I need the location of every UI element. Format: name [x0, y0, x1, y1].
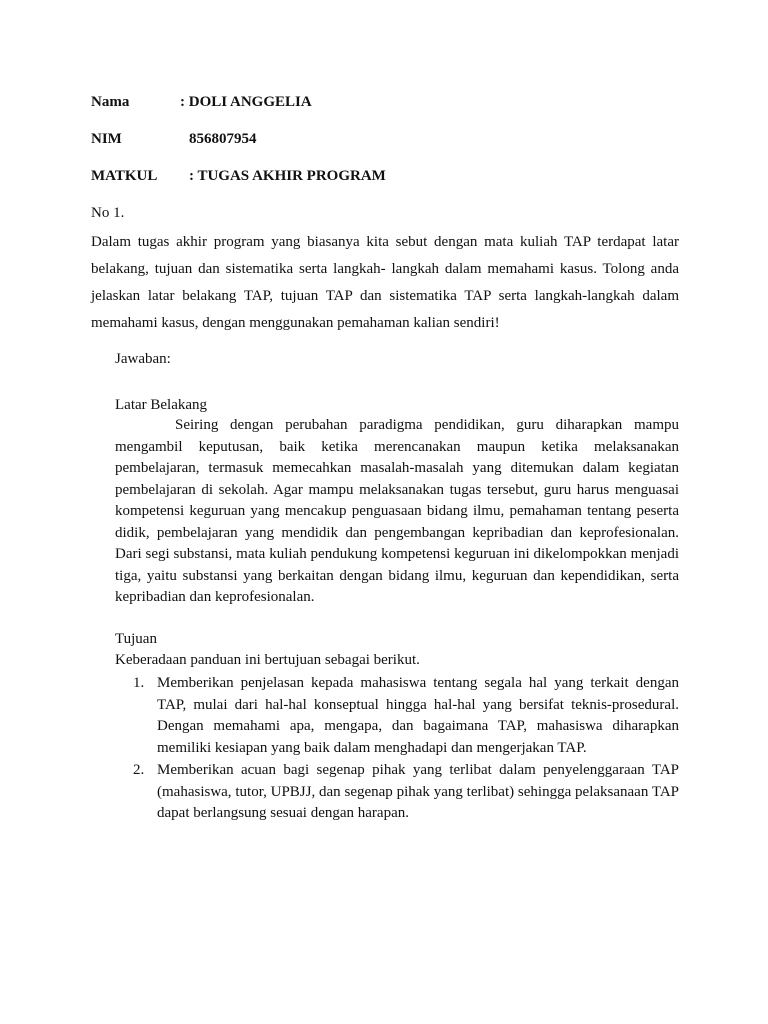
- list-item: [133, 673, 679, 760]
- list-item-text: Memberikan acuan bagi segenap pihak yang terlibat dalam penyelenggaraan TAP (mahasiswa, tutor, UPBJJ, dan segenap pihak yang terlibat) sehingga pelaksanaan TAP dapat berlangsung sesuai dengan harapan.: [157, 761, 679, 822]
- nama-label: Nama: [91, 94, 130, 110]
- answer-label: Jawaban:: [115, 351, 171, 367]
- list-item-number: 2.: [133, 761, 145, 778]
- list-item-text: Memberikan penjelasan kepada mahasiswa tentang segala hal yang terkait dengan TAP, mulai dari hal-hal konseptual hingga hal-hal yang bersifat teknis-prosedural. Dengan memahami apa, mengapa, dan bagaimana TAP, mahasiswa diharapkan memiliki kesiapan yang baik dalam menghadapi dan mengerjakan TAP.: [157, 675, 679, 757]
- list-item-number: 1.: [133, 675, 145, 691]
- nim-value: 856807954: [189, 131, 257, 147]
- latar-belakang-title: Latar Belakang: [115, 397, 208, 413]
- latar-belakang-paragraph: Seiring dengan perubahan paradigma pendidikan, guru diharapkan mampu mengambil keputusan, baik ketika merencanakan maupun ketika melaksanakan pembelajaran, termasuk memecahkan masalah-masalah yang ditemukan dalam kegiatan pembelajaran di sekolah. Agar mampu melaksanakan tugas tersebut, guru harus menguasai kompetensi keguruan yang mencakup penguasaan bidang ilmu, pemahaman tentang peserta didik, pembelajaran yang mendidik dan pengembangan kepribadian dan keprofesionalan. Dari segi substansi, mata kuliah pendukung kompetensi keguruan ini dikelompokkan menjadi tiga, yaitu substansi yang berkaitan dengan bidang ilmu, keguruan dan kependidikan, serta kepribadian dan keprofesionalan.: [115, 417, 679, 605]
- tujuan-intro: Keberadaan panduan ini bertujuan sebagai berikut.: [115, 652, 420, 668]
- matkul-value: : TUGAS AKHIR PROGRAM: [189, 168, 386, 184]
- question-text: Dalam tugas akhir program yang biasanya kita sebut dengan mata kuliah TAP terdapat latar belakang, tujuan dan sistematika serta langkah- langkah dalam memahami kasus. Tolong anda jelaskan latar belakang TAP, tujuan TAP dan sistematika TAP serta langkah-langkah dalam memahami kasus, dengan menggunakan pemahaman kalian sendiri!: [91, 234, 679, 331]
- matkul-label: MATKUL: [91, 168, 158, 184]
- nama-value: : DOLI ANGGELIA: [180, 94, 312, 110]
- nim-label: NIM: [91, 131, 122, 147]
- tujuan-list: [133, 673, 679, 825]
- question-number: No 1.: [91, 205, 125, 221]
- tujuan-title: Tujuan: [115, 631, 157, 647]
- list-item: [133, 760, 679, 825]
